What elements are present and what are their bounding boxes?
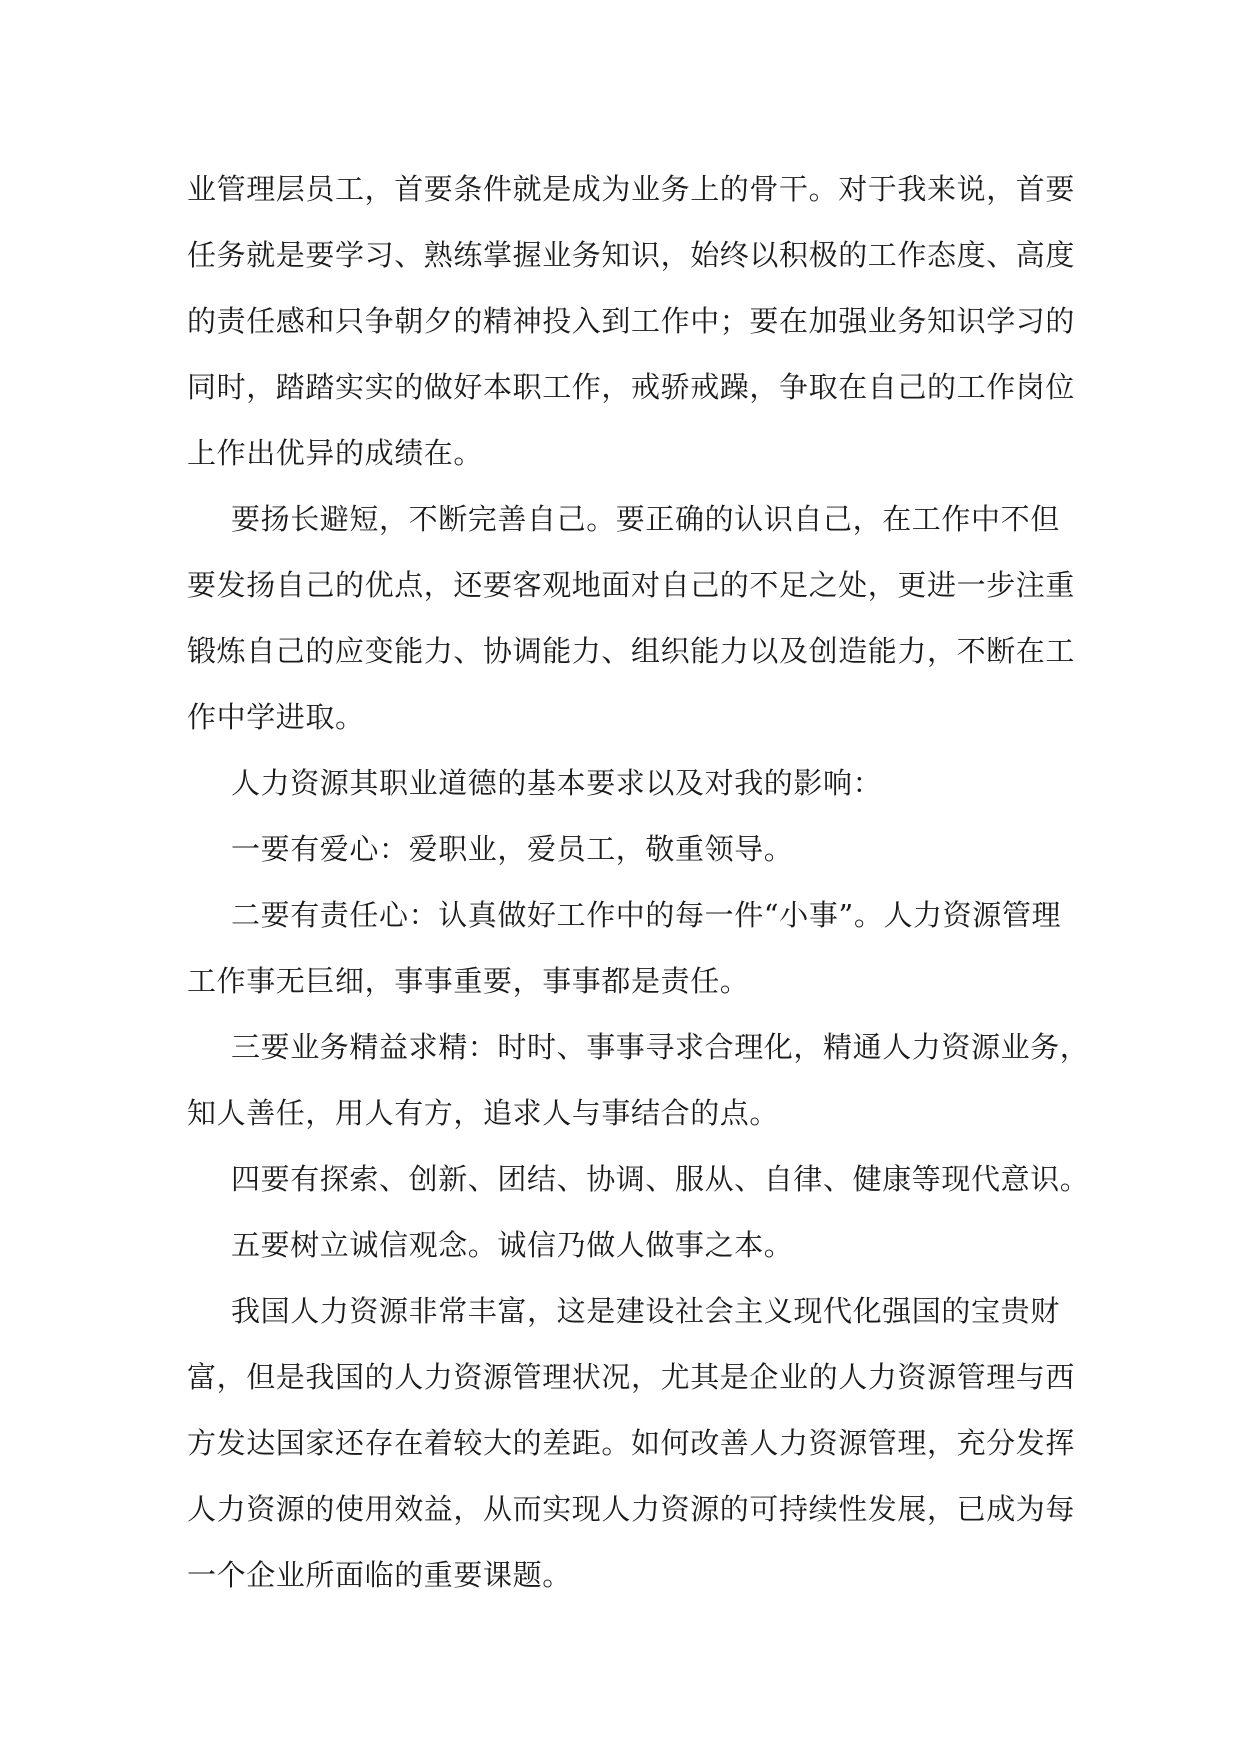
text-line: 五要树立诚信观念。诚信乃做人做事之本。 <box>231 1228 794 1262</box>
text-line: 作中学进取。 <box>187 700 365 734</box>
document-body <box>187 156 1090 1608</box>
text-line: 上作出优异的成绩在。 <box>187 436 484 470</box>
text-line: 的责任感和只争朝夕的精神投入到工作中；要在加强业务知识学习的 <box>187 304 1076 338</box>
text-line: 二要有责任心：认真做好工作中的每一件“小事”。人力资源管理 <box>231 898 1062 932</box>
paragraph <box>187 1146 1090 1212</box>
text-line: 三要业务精益求精：时时、事事寻求合理化，精通人力资源业务， <box>231 1030 1090 1064</box>
paragraph <box>187 1212 1067 1278</box>
paragraph <box>187 156 1076 486</box>
text-line: 知人善任，用人有方，追求人与事结合的点。 <box>187 1096 780 1130</box>
paragraph <box>187 882 1067 1014</box>
text-line: 业管理层员工，首要条件就是成为业务上的骨干。对于我来说，首要 <box>187 172 1076 206</box>
paragraph <box>187 1278 1076 1608</box>
paragraph <box>187 750 1067 816</box>
paragraph <box>187 816 1067 882</box>
text-line: 方发达国家还存在着较大的差距。如何改善人力资源管理，充分发挥 <box>187 1426 1076 1460</box>
text-line: 富，但是我国的人力资源管理状况，尤其是企业的人力资源管理与西 <box>187 1360 1076 1394</box>
text-line: 要扬长避短，不断完善自己。要正确的认识自己，在工作中不但 <box>231 502 1060 536</box>
paragraph <box>187 486 1076 750</box>
text-line: 人力资源的使用效益，从而实现人力资源的可持续性发展，已成为每 <box>187 1492 1076 1526</box>
text-line: 四要有探索、创新、团结、协调、服从、自律、健康等现代意识。 <box>231 1162 1090 1196</box>
text-line: 我国人力资源非常丰富，这是建设社会主义现代化强国的宝贵财 <box>231 1294 1060 1328</box>
text-line: 同时，踏踏实实的做好本职工作，戒骄戒躁，争取在自己的工作岗位 <box>187 370 1076 404</box>
text-line: 任务就是要学习、熟练掌握业务知识，始终以积极的工作态度、高度 <box>187 238 1076 272</box>
text-line: 锻炼自己的应变能力、协调能力、组织能力以及创造能力，不断在工 <box>187 634 1076 668</box>
text-line: 一要有爱心：爱职业，爱员工，敬重领导。 <box>231 832 794 866</box>
text-line: 要发扬自己的优点，还要客观地面对自己的不足之处，更进一步注重 <box>187 568 1076 602</box>
text-line: 一个企业所面临的重要课题。 <box>187 1558 572 1592</box>
paragraph <box>187 1014 1090 1146</box>
text-line: 工作事无巨细，事事重要，事事都是责任。 <box>187 964 750 998</box>
text-line: 人力资源其职业道德的基本要求以及对我的影响： <box>231 766 883 800</box>
